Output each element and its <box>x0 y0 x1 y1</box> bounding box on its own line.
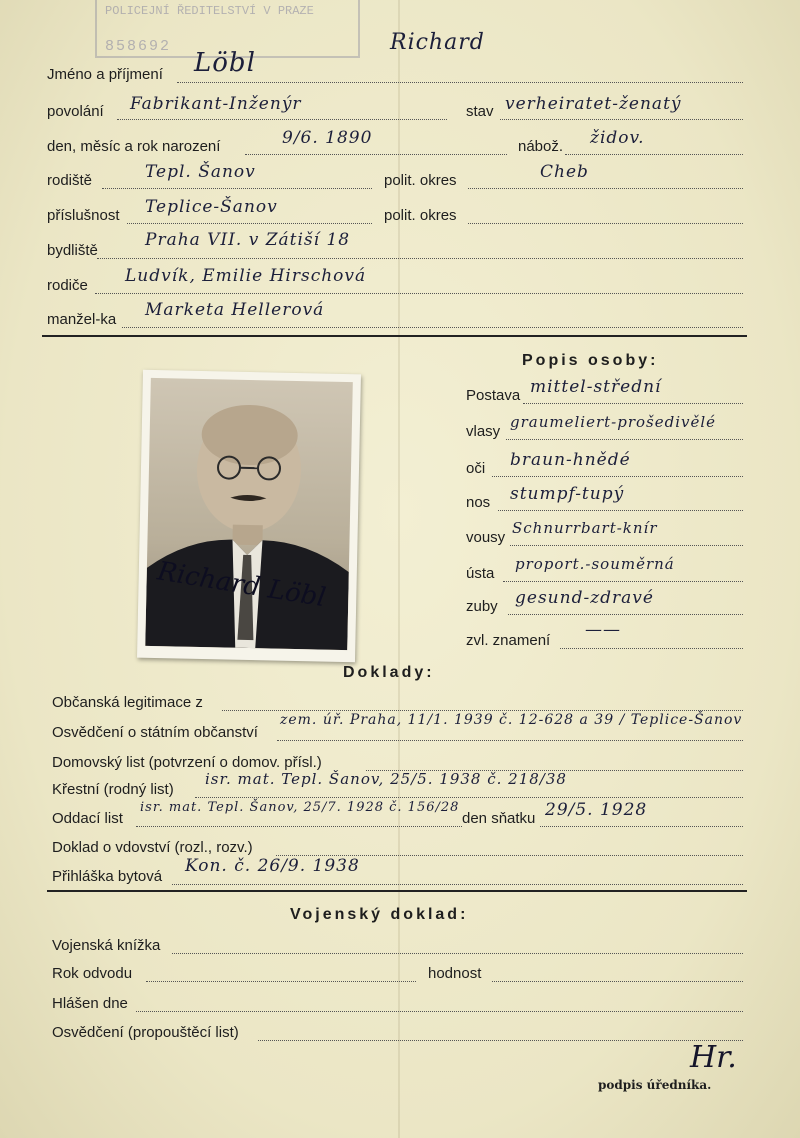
spouse-value: Marketa Hellerová <box>145 300 325 320</box>
official-signature-label: podpis úředníka. <box>598 1078 712 1092</box>
citizenship-value: Teplice-Šanov <box>145 197 278 217</box>
documents-title: Doklady: <box>343 664 435 681</box>
official-signature: Hr. <box>690 1040 737 1075</box>
nose-dots <box>498 510 743 511</box>
polit-district-dots-2 <box>468 223 743 224</box>
rank-dots <box>492 981 743 982</box>
occupation-dots <box>117 119 447 120</box>
discharge-cert-dots <box>258 1040 743 1041</box>
parents-value: Ludvík, Emilie Hirschová <box>125 266 367 286</box>
discharge-cert-label: Osvědčení (propouštěcí list) <box>52 1024 239 1041</box>
birthdate-label: den, měsíc a rok narození <box>47 138 221 155</box>
beard-dots <box>510 545 743 546</box>
nose-value: stumpf-tupý <box>510 484 625 504</box>
name-dots <box>177 82 743 83</box>
citizenship-cert-dots <box>277 740 743 741</box>
marks-dots <box>560 648 743 649</box>
reported-date-label: Hlášen dne <box>52 995 128 1012</box>
marriage-cert-dots <box>136 826 462 827</box>
photo-image <box>145 378 353 650</box>
fold-line <box>398 0 400 1138</box>
hair-value: graumeliert-prošedivělé <box>510 413 717 431</box>
citizenship-cert-value: zem. úř. Praha, 11/1. 1939 č. 12-628 a 39 / Teplice-Šanov <box>280 712 743 728</box>
military-title: Vojenský doklad: <box>290 906 469 923</box>
military-book-label: Vojenská knížka <box>52 937 161 954</box>
residence-label: bydliště <box>47 242 98 259</box>
description-title: Popis osoby: <box>522 352 659 369</box>
given-name-value: Richard <box>390 30 485 55</box>
eyes-dots <box>492 476 743 477</box>
wedding-date-value: 29/5. 1928 <box>545 800 648 820</box>
occupation-label: povolání <box>47 103 104 120</box>
hair-dots <box>506 439 743 440</box>
citizenship-dots <box>127 223 372 224</box>
housing-reg-label: Přihláška bytová <box>52 868 163 885</box>
eyes-value: braun-hnědé <box>510 450 631 470</box>
draft-year-dots <box>146 981 416 982</box>
reported-date-dots <box>136 1011 743 1012</box>
spouse-dots <box>122 327 743 328</box>
military-book-dots <box>172 953 743 954</box>
rank-label: hodnost <box>428 965 482 982</box>
beard-value: Schnurrbart-knír <box>512 519 658 537</box>
build-value: mittel-střední <box>530 377 662 397</box>
status-value: verheiratet-ženatý <box>505 94 682 114</box>
wedding-date-label: den sňatku <box>462 810 536 827</box>
draft-year-label: Rok odvodu <box>52 965 133 982</box>
birth-cert-value: isr. mat. Tepl. Šanov, 25/5. 1938 č. 218/38 <box>205 770 567 788</box>
id-card-dots <box>222 710 743 711</box>
citizenship-label: příslušnost <box>47 207 120 224</box>
housing-reg-value: Kon. č. 26/9. 1938 <box>185 856 360 876</box>
teeth-value: gesund-zdravé <box>515 588 654 608</box>
marriage-cert-value: isr. mat. Tepl. Šanov, 25/7. 1928 č. 156/28 <box>140 800 460 815</box>
marks-value: —— <box>585 620 621 640</box>
religion-dots <box>565 154 743 155</box>
birthdate-dots <box>245 154 507 155</box>
religion-value: židov. <box>590 128 645 148</box>
id-card-label: Občanská legitimace z <box>52 694 203 711</box>
citizenship-cert-label: Osvědčení o státním občanství <box>52 724 258 741</box>
polit-district-label-1: polit. okres <box>384 172 457 189</box>
birthplace-value: Tepl. Šanov <box>145 162 256 182</box>
residence-value: Praha VII. v Zátiší 18 <box>145 230 351 250</box>
housing-reg-dots <box>172 884 743 885</box>
mouth-dots <box>503 581 743 582</box>
eyes-label: oči <box>466 460 486 477</box>
marriage-cert-label: Oddací list <box>52 810 123 827</box>
status-dots <box>500 119 743 120</box>
marks-label: zvl. znamení <box>466 632 551 649</box>
occupation-value: Fabrikant-Inženýr <box>130 94 302 114</box>
build-label: Postava <box>466 387 521 404</box>
name-label: Jméno a příjmení <box>47 66 163 83</box>
polit-district-value-1: Cheb <box>540 162 589 182</box>
hair-label: vlasy <box>466 423 501 440</box>
surname-value: Löbl <box>194 48 256 78</box>
polit-district-label-2: polit. okres <box>384 207 457 224</box>
domicile-list-label: Domovský list (potvrzení o domov. přísl.) <box>52 754 322 771</box>
residence-dots <box>97 258 743 259</box>
birthplace-dots <box>102 188 372 189</box>
spouse-label: manžel-ka <box>47 311 117 328</box>
stamp-text: POLICEJNÍ ŘEDITELSTVÍ V PRAZE <box>105 4 314 18</box>
mouth-value: proport.-souměrná <box>515 555 675 573</box>
divider-1 <box>42 335 747 337</box>
birthdate-value: 9/6. 1890 <box>282 128 373 148</box>
photo-signature: Richard Löbl <box>155 556 328 614</box>
polit-district-dots-1 <box>468 188 743 189</box>
birth-cert-label: Křestní (rodný list) <box>52 781 174 798</box>
widowhood-label: Doklad o vdovství (rozl., rozv.) <box>52 839 253 856</box>
teeth-label: zuby <box>466 598 498 615</box>
status-label: stav <box>466 103 494 120</box>
wedding-date-dots <box>540 826 743 827</box>
religion-label: nábož. <box>518 138 564 155</box>
birthplace-label: rodiště <box>47 172 93 189</box>
stamp-number: 858692 <box>105 38 172 55</box>
build-dots <box>523 403 743 404</box>
parents-label: rodiče <box>47 277 88 294</box>
divider-2 <box>47 890 747 892</box>
beard-label: vousy <box>466 529 506 546</box>
nose-label: nos <box>466 494 491 511</box>
teeth-dots <box>508 614 743 615</box>
parents-dots <box>95 293 743 294</box>
passport-photo <box>137 370 361 663</box>
birth-cert-dots <box>195 797 743 798</box>
mouth-label: ústa <box>466 565 495 582</box>
